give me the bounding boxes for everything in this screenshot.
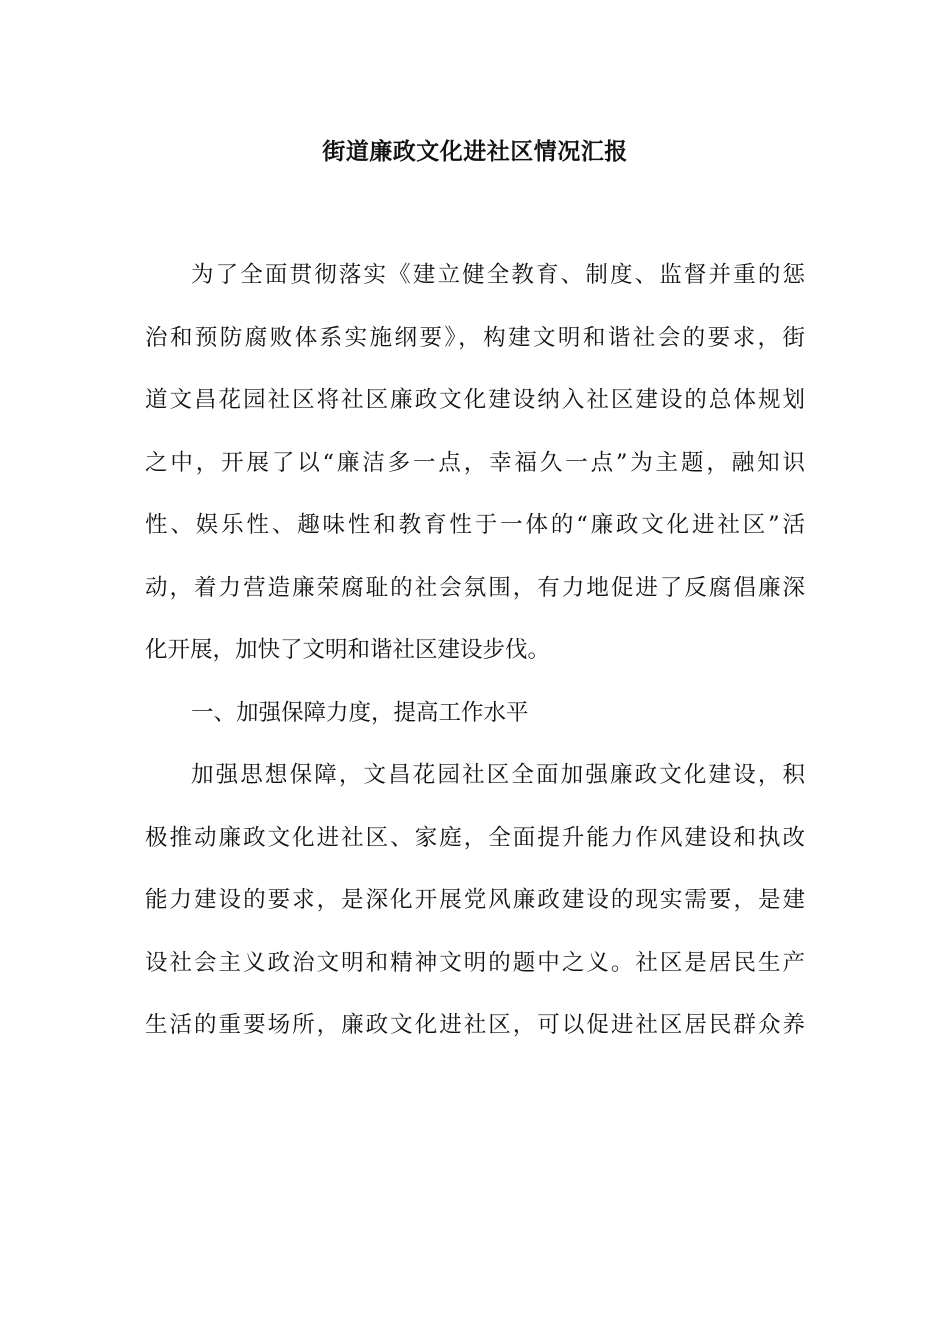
paragraph-line: 道文昌花园社区将社区廉政文化建设纳入社区建设的总体规划 — [145, 387, 805, 413]
section-heading: 一、加强保障力度，提高工作水平 — [191, 699, 529, 726]
paragraph-line: 能力建设的要求，是深化开展党风廉政建设的现实需要，是建 — [145, 887, 805, 913]
paragraph-line: 设社会主义政治文明和精神文明的题中之义。社区是居民生产 — [145, 949, 805, 976]
paragraph-line: 性、娱乐性、趣味性和教育性于一体的“廉政文化进社区”活 — [145, 512, 805, 538]
document-title: 街道廉政文化进社区情况汇报 — [322, 138, 628, 165]
paragraph-line: 极推动廉政文化进社区、家庭，全面提升能力作风建设和执改 — [145, 824, 805, 851]
paragraph-line: 为了全面贯彻落实《建立健全教育、制度、监督并重的惩 — [191, 262, 805, 288]
paragraph-line: 加强思想保障，文昌花园社区全面加强廉政文化建设，积 — [191, 762, 805, 788]
paragraph-line: 生活的重要场所，廉政文化进社区，可以促进社区居民群众养 — [145, 1012, 805, 1038]
paragraph-line: 化开展，加快了文明和谐社区建设步伐。 — [145, 637, 551, 663]
document-body — [145, 255, 805, 1068]
paragraph-line: 之中，开展了以“廉洁多一点，幸福久一点”为主题，融知识 — [145, 449, 805, 476]
paragraph-line: 治和预防腐败体系实施纲要》，构建文明和谐社会的要求，街 — [145, 324, 805, 351]
paragraph-line: 动，着力营造廉荣腐耻的社会氛围，有力地促进了反腐倡廉深 — [145, 574, 805, 601]
